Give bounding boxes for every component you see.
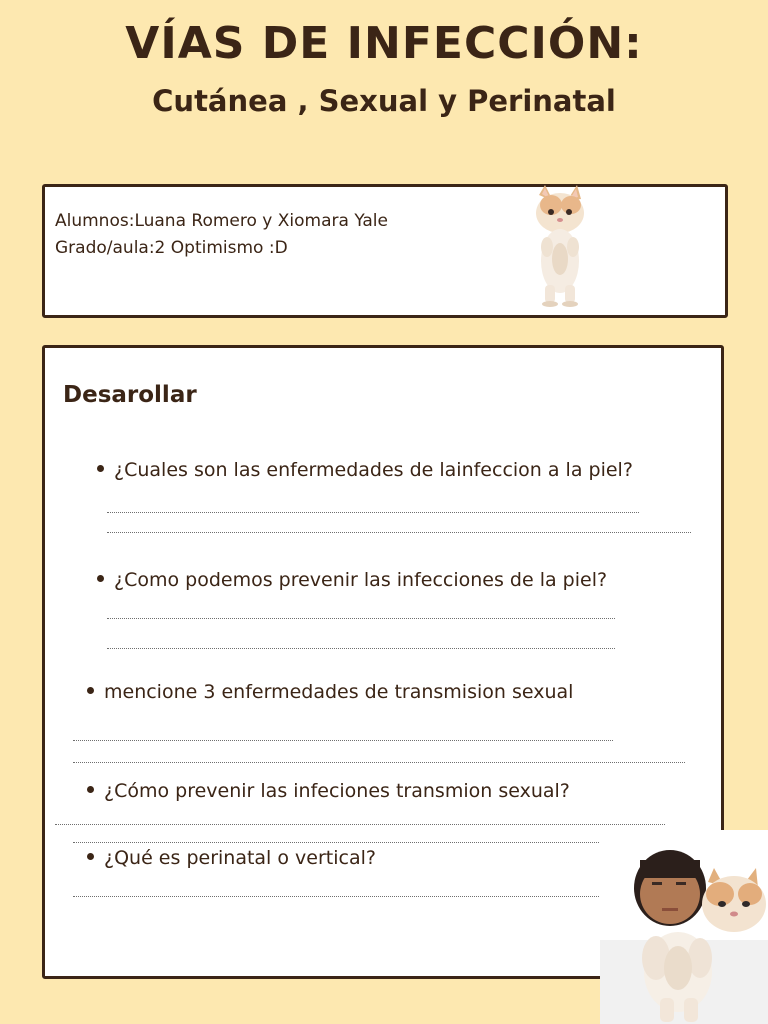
bullet-icon (97, 575, 104, 582)
person-and-kitten-photo (600, 830, 768, 1024)
question-item (97, 459, 633, 481)
grade-label: Grado/aula:2 Optimismo :D (55, 238, 288, 258)
question-text: mencione 3 enfermedades de transmision sexual (104, 681, 574, 703)
question-item (87, 780, 570, 802)
question-item (97, 569, 607, 591)
answer-line[interactable] (107, 618, 615, 619)
answer-line[interactable] (73, 762, 685, 763)
question-item (87, 847, 376, 869)
kitten-image (525, 185, 595, 307)
bullet-icon (87, 853, 94, 860)
answer-line[interactable] (107, 532, 691, 533)
question-text: ¿Cómo prevenir las infeciones transmion sexual? (104, 780, 570, 802)
answer-line[interactable] (107, 648, 615, 649)
bullet-icon (97, 465, 104, 472)
question-text: ¿Cuales son las enfermedades de lainfeccion a la piel? (114, 459, 633, 481)
page-subtitle: Cutánea , Sexual y Perinatal (152, 84, 616, 118)
question-item (87, 681, 573, 703)
answer-line[interactable] (55, 824, 665, 825)
bullet-icon (87, 687, 94, 694)
students-label: Alumnos:Luana Romero y Xiomara Yale (55, 211, 388, 231)
question-text: ¿Qué es perinatal o vertical? (104, 847, 376, 869)
bullet-icon (87, 786, 94, 793)
answer-line[interactable] (73, 740, 613, 741)
answer-line[interactable] (107, 512, 639, 513)
section-title: Desarollar (63, 382, 197, 408)
question-text: ¿Como podemos prevenir las infecciones de la piel? (114, 569, 608, 591)
page-title: VÍAS DE INFECCIÓN: (125, 18, 643, 69)
answer-line[interactable] (73, 896, 603, 897)
student-info-box (42, 184, 728, 318)
answer-line[interactable] (73, 842, 601, 843)
